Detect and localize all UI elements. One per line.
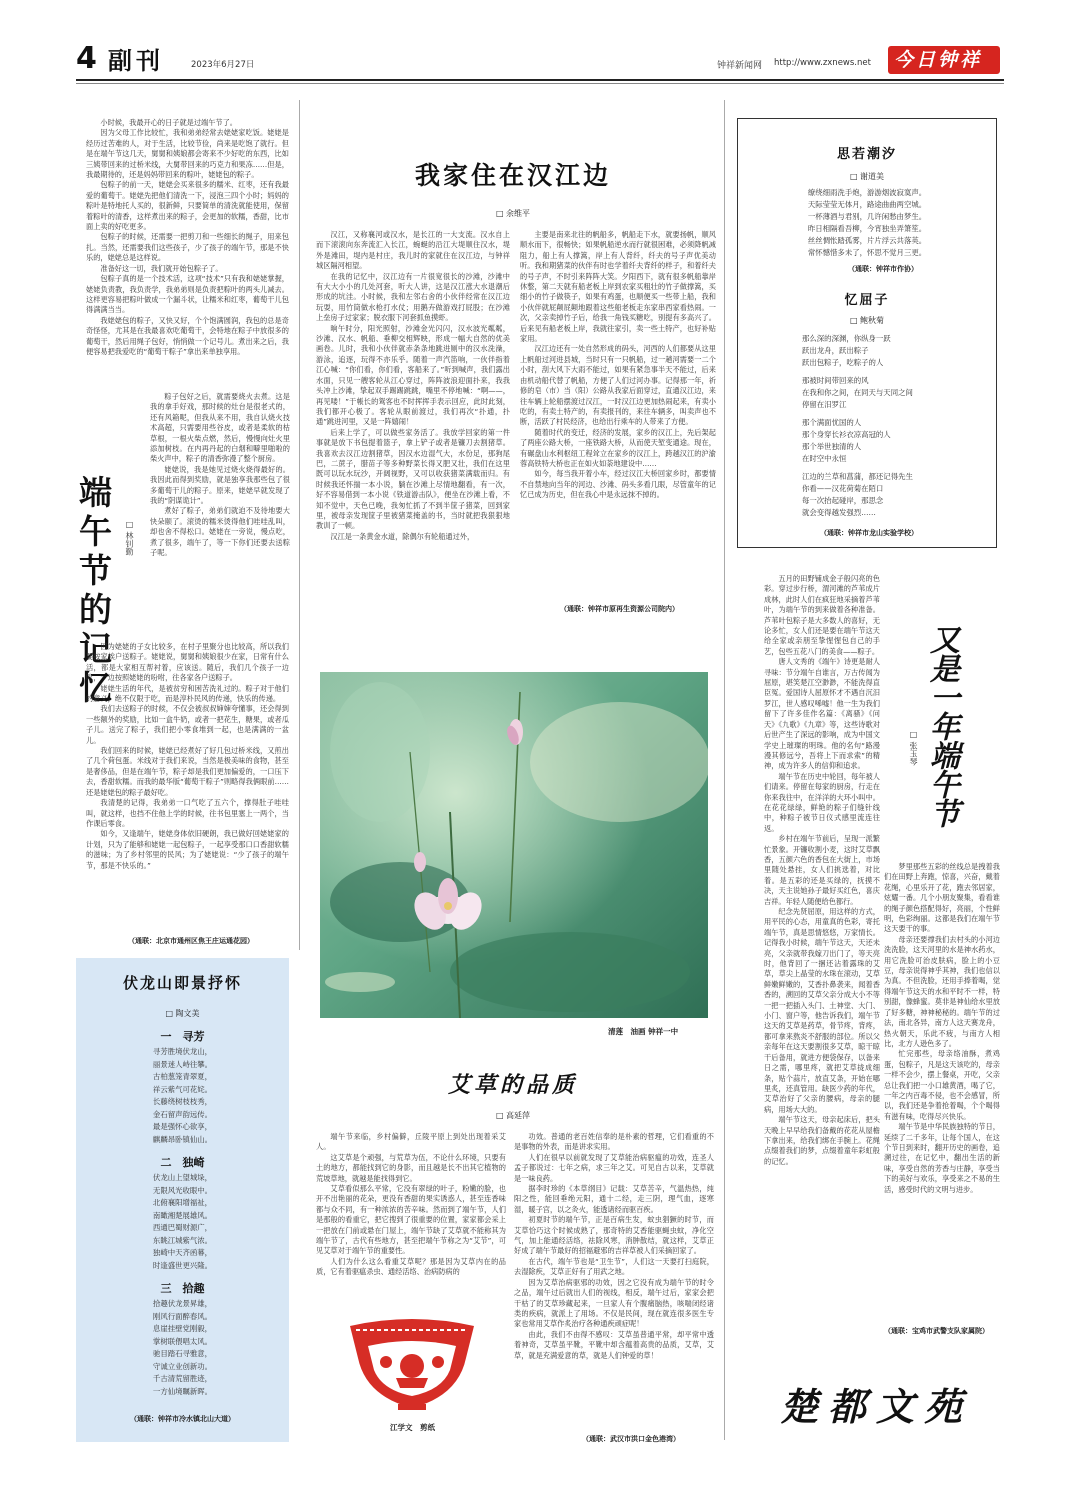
masthead-rule bbox=[76, 79, 1004, 81]
poem-stanza: 那么深的深渊，你纵身一跃 跃出龙舟，跃出粽子 跃出包粽子，吃粽子的人 bbox=[802, 334, 891, 367]
article-title: 艾草的品质 bbox=[447, 1072, 578, 1098]
article-body: 粽子包好之后，就需要烧火去煮。这是我的拿手好戏，那时候的灶台是很老式的，还有风箱呢，但我从来不用，我自认烧火技术高超，只需要用些谷皮，或者是柔软的枯草根，一根火柴点燃，然后，慢慢向灶火里添加树枝。在内再丹起的白烟和噼里啪啦的柴火声中，粽子的清香弥漫了整个厨房。 姥姥说，我是她见过烧火烧得最好的。我因此而得到奖励，就是独享我那些包了很多葡萄干儿的粽子。原来，姥姥早就发现了我的“阴谋诡计”。 煮好了粽子，弟弟们就迫不及待地要大快朵颐了。滚烫的糯米烫得他们哇哇乱叫，却也舍不得松口。姥姥在一旁说，慢点吃，煮了很多，端午了，等一下你们还要去送粽子呢。 bbox=[150, 392, 290, 558]
article-body: 因为姥姥的子女比较多，在村子里聚分也比较高，所以我们要按家挨户送粽子。姥姥说，舅舅和姨娘很少在家，日常有什么活，都是大家相互帮衬着，应该送。随后，我们几个孩子一边吃，一边按照姥姥的吩咐，往各家各户送粽子。 姥姥生活的年代，是被贫穷和困苦洗礼过的。粽子对于他们的意义，绝不仅限于吃，而是淳朴民风的传递，快乐的传递。 我们去送粽子的时候，不仅会被叔叔婶婶夸懂事，还会得到一些额外的奖励，比如一盒牛奶，或者一把花生，糖果，或者瓜子儿。送完了粽子，我们把小零食堆到一起，也是满满的一盆儿。 我们回来的时候，姥姥已经煮好了好几包过桥米线，又煎出了几个荷包蛋。米线对于我们来说，当然是极美味的食物，甚至是奢侈品，但是在端午节，粽子却是我们更加偏爱的，一口压下去，香甜软糯。而我的最华版“葡萄干粽子”则略得我俩眼前……还是姥姥包的粽子最好吃。 我清楚的记得，我弟弟一口气吃了五六个，撑得肚子哇哇叫，就这样，也挡不住他上学的时候，往书包里塞上一两个，当作课后零食。 如今，又逢端午，姥姥身体依旧硬朗，我已做好回姥姥家的计划，只为了能够和姥姥一起包粽子，一起享受那口口香甜软糯的滋味；为了乡村邻里的民风；为了姥姥说：“少了孩子的端午节，那是不快乐的。” bbox=[86, 642, 289, 870]
poem-stanza: 那被时间带回来的风 在我和你之间，在同天与天同之间 停留在汨罗江 bbox=[802, 376, 913, 409]
painting-caption: 清莲 油画 钟祥一中 bbox=[608, 1027, 679, 1036]
article-credit: （通联：钟祥市原再生资源公司院内） bbox=[560, 605, 679, 613]
poem-stanza: 缭绕细雨洗手炮，游游烟波寂寞声。 天际莹莹无体月，路途曲曲两空城。 一杯薄酒与君别，几许闲愁由梦生。 昨日相隔看吾柳，今宵独坐弄箫笙。 丝丝惆怅踏孤雾，片片浮云共落英。 常怀憾惜多未了，怀思不觉月三更。 bbox=[807, 188, 927, 257]
article-body: 功效。普通的老百姓信奉的是朴素的哲理，它们看重的不是事物的外表，而是讲求实用。 人们在很早以前就发现了艾草能治病驱瘟的功效，连圣人孟子都说过：七年之病，求三年之艾。可见自古以来，艾草就是一味良药。 据李时珍的《本草纲目》记载：艾草苦辛，气温热热，纯阳之性，能回垂绝元阳，通十二经，走三阴，理气血，逐寒湿，暖子宫，以之灸火，能透诸经而驱百疾。 初夏时节的端午节，正是百病生发，蚊虫猖獗的时节，而艾草恰巧这个时候成熟了，那奇特的艾香能驱蝇虫蚊，净化空气，加上能通经活络，祛除风寒，消肿散结，就这样，艾草正好成了端午节最好的招福避邪的吉祥草被人们采摘回家了。 在古代，端午节也是“卫生节”，人们这一天要打扫庭院，去湿除疾，艾草正好有了用武之地。 因为艾草治病驱邪的功效，因之它没有成为端午节的时令之品，端午过后就出人们的视线，相反，端午过后，家家会把干枯了的艾草珍藏起来，一旦家人有个腹痛脑热，咳喘闭经诸类的疾病，就派上了用场。不仅是民间，现在就连很多医生专家也常用艾草作炙治疗各种通疾顽症呢！ 由此，我们不由得不感叹：艾草虽普通平常，却平常中透着神奇，艾草虽平靴，平靴中却含蕴着高贵的品质，艾草，艾草，就是充满爱意的草，就是人们钟爱的草！ bbox=[514, 1132, 714, 1360]
section-logo: 楚都文苑 bbox=[780, 1384, 973, 1429]
article-body: 主要是南来北往的帆船多，帆船走下水，就要扬帆，顺风顺水而下，很畅快；如果帆船逆水而行就很困难，必须降帆减阻力，船上有人撑篙，岸上有人背纤，纤夫的号子声优美动听。我和期猪菜的伙伴有时也学着纤夫背纤的样子，和着纤夫的号子声，不时引来阵阵大笑。夕阳西下，就有很多帆船靠岸休整，第二天就有船老板上岸到农家买粗壮的竹子做撑篙，买细小的竹子做筷子，如果有鸡蛋，也顺便买一些带上船，我和小伙伴就屁颠屁颠地跟着这些船老板走东家串西家看热闹。一次，父亲卖掉竹子后，给我一角钱买糖吃，别提有多高兴了。后来见有船老板上岸，我就往家引，卖一些土特产，也好补贴家用。 汉江边还有一处自然形成的码头，河西的人们都要从这里上帆船过河进县城，当时只有一只帆船，过一趟河需要一二个小时，刮大风下大雨不能过，如果有紧急事半天不能过，后来由机动船代替了帆船，方便了人们过河办事。记得那一年，祈修的皂（市）当（阳）公路从我家后面穿过，直通汉江边，来往车辆上轮船摆渡过汉江，一时汉江边更加热闹起来，有卖小吃的，有卖土特产的，有卖报刊的，来往车辆多，叫卖声也不断，活跃了村民经济，也给出行乘车的人带来了方便。 随着时代的变迁，经济的发展，家乡的汉江上，先后架起了两座公路大桥，一座铁路大桥，从而使天堑变通途。现在，有碾盘山水利枢纽工程耸立在家乡的汉江上，跨越汉江的沪渝蓉高铁特大桥也正在如火如荼地建设中…… 如今，每当我开着小车，经过汉江大桥回家乡时，都要情不自禁地向当年的河边、沙滩、码头多看几眼，尽管童年的记忆已成为历史，但在我心中是永远抹不掉的。 bbox=[520, 230, 716, 500]
article-author: □ 高延萍 bbox=[495, 1111, 531, 1120]
article-author: □ 张玉琴 bbox=[909, 730, 918, 766]
papercut-image bbox=[346, 1316, 478, 1412]
article-credit: （通联：武汉市洪口金色港湾） bbox=[582, 1435, 680, 1443]
poem-box bbox=[737, 118, 997, 548]
poem-title: 忆屈子 bbox=[844, 293, 890, 308]
poem-credit: （通联：钟祥市作协） bbox=[848, 265, 918, 273]
article-credit: （通联：北京市通州区焦王庄运通花园） bbox=[128, 937, 254, 945]
issue-date: 2023年6月27日 bbox=[191, 60, 255, 70]
article-title: 端午节的记忆 bbox=[74, 475, 113, 709]
site-url[interactable]: http://www.zxnews.net bbox=[774, 58, 871, 68]
poem-box bbox=[76, 958, 289, 1442]
article-body: 端午节来临，乡村偏僻，丘陵平原上到处出现着采艾人。 这艾草是个顽强，与荒草为伍，不论什么环境，只要有土的地方，都能找到它的身影，而且越是长不出其它植物的荒坡草地，就越是能找得到它。 艾草看似那么平常，它没有翠绿的叶子，粉嫩的脸，也开不出艳丽的花朵，更没有香甜的果实诱惑人，甚至连香味都与众不同，有一种浓浓的苦辛味。然而到了端午节，人们是那般的看重它，把它搜到了很重要的位置，家家都会采上一把放在门前或悬在门屋上，端午节缺了艾草就不能称其为端午节了，古代有些地方，甚至把端午节称之为“艾节”，可见艾草对于端午节的重要性。 人们为什么这么看重艾草呢？那是因为艾草内在的品质，它有着驱瘟杀虫、通经活络、治病防病的 bbox=[316, 1132, 506, 1277]
poem-title: 伏龙山即景抒怀 bbox=[122, 974, 242, 992]
article-title: 我家住在汉江边 bbox=[414, 161, 611, 190]
papercut-art bbox=[346, 1316, 478, 1412]
article-body: 五月的田野铺成金子般闪亮的色彩。穿过步行桥，渭河滩的芦苇成片成林，此时人们在疯狂地采摘着芦苇叶，为端午节的到来做着各种准备。芦苇叶包粽子是大多数人的喜好，无论多忙，女人们还是要在端午节这天给全家或亲朋至挚惺惺包自己的手艺，包些五花八门的美食——粽子。 唐人文秀的《端午》诗更是耐人寻味：节分端午自谁言，万古传闻为屈原，堪笑楚江空渺渺，不能洗得直臣冤。爱国诗人屈原怀才不遇自沉汨罗江，世人感叹唏嘘！他一生为我们留下了许多佳作名篇：《离骚》《问天》《九歌》《九章》等，这些诗歌对后世产生了深远的影响，成为中国文学史上璀璨的明珠。他的名句“路漫漫其修远兮，吾将上下而求索”的精神，成为许多人的信仰和追求。 端午节在历史中轮回，每年被人们请来。停留在每家的厨房，行走在你来我往中，在洋洋的大环小叫中。在花花绿绿，鲜艳的粽子们缝针线中，种粽子被节日仪式感里流连往返。 乡村在端午节前后，呈现一派繁忙景象。开镰收割小麦，这时艾草飘香，五颜六色的香包在大街上，市场里随处悬挂，女人们挑选着，对比着。是五彩的还是买绿的，抚摸不决，天主说她孙子最好买红色，喜庆吉祥。年轻人随便给色都行。 纪念先贤屈原，用这样的方式，用平民的心态，用童真的色彩，寄托端午节，真是思情悠悠，万家情长。记得我小时候，端午节这天，天还未亮，父亲就带我嫁刀出门了，等天亮时，他背回了一捆还沾着露珠的艾草，草尖上晶莹的水珠在滚动，艾草鲜嫩鲜嫩的，艾香扑鼻袭来，闻着香香的，溯回的艾草父亲分成大小不等一把一把插入头门、土神堂、大门、小门、窗户等，他告诉我们，端午节这天的艾草是药草，骨节疼，背疼，都可拿来熬炎不舒服的部位。所以父亲每年在这天要割很多艾草，晾干晾干后备用，就进方便袋保存，以备来日之需，哪里疼，就把艾草拢成细条，贴个蒜片，放直艾条，开始在哪里炙，还真管用。缺医少药的年代，艾草治好了父亲的腰病，母亲的腿病，用场大大的。 端午节这天，母亲起床后，把头天晚上早早给我们备戴的花花从屋檐下拿出来，给我们绑在手腕上。花绳点缀着我们的梦，点缀着童年彩虹般的记忆。 bbox=[764, 574, 880, 1166]
poem-title: 思若潮汐 bbox=[836, 147, 897, 162]
article-body: 汉江，又称襄河或汉水，是长江的一大支流。汉水自上而下滚滚向东奔流汇入长江，蜿蜒的沿江大堤顺住汉水，堤外是滩田，堤内是村庄，我儿时的家就住在汉江边，与钟祥城区隔河相望。 在我的记忆中，汉江边有一片很宽很长的沙滩，沙滩中有大大小小的几处河套，听大人讲，这是汉江涨大水退潮后形成的坑洼。小时候，我和左邻右舍的小伙伴经常在汉江边玩耍，用竹筒做水枪打水仗；用鹅卉做游戏打屁股；在沙滩上垒房子过家家；脱衣服下河套抓鱼摸虾。 晌午时分，阳光照射，沙滩金光闪闪，汉水波光粼粼，沙滩、汉水、帆船、垂柳交相辉映，形成一幅大自然的优美画卷。儿时，我和小伙伴就赤条条地跳进厕中的汉水洗澡，游泳，追逐，玩得不亦乐乎。随着一声汽笛响，一伙伴指着江心喊：“你们看，你们看，客船来了。”听到喊声，我们露出水面，只见一艘客轮从江心穿过，阵阵波浪迎面扑来，我我头冲上沙滩，挚起双手踢踢跳跳，嘴里不停地喊：“啊——，再见喽！”于帳长的鸳客也不时挥挥手表示回应，此时此刻，我们都开心极了。客轮从眼前渡过，我们再次“扑通，扑通”跳进河里，又是一阵嬉闹！ 后来上学了，可以做些家务活了。我放学回家的第一件事就是放下书包提着篮子，拿上铲子或者是镰刀去割猪草。我喜欢去汉江边割猪草，因汉水边湿气大，水份足，那狗尾巴，二蔗子，腊苗子等多种野菜长得又肥又壮，我们在这里既可以玩水玩沙，开阔视野，又可以收获猪菜满载而归。有时候我还怀揣一本小说，躺在沙滩上尽情地翻看，有一次，好不容易借到一本小说《铁道游击队》，便坐在沙滩上看，不知不觉中，天色已晚，我匆忙抓了不到半筐子猪菜，回到家里，被母亲发现筐子里被猪菜掩盖的书，当时就把我狠狠地教训了一顿。 汉江是一条黄金水道，除偶尔有轮船通过外， bbox=[316, 230, 510, 541]
poem-author: □ 谢道美 bbox=[849, 172, 885, 181]
poem-stanza: 拾趣伏龙景昇雄， 刚风行面醉春风。 息崖挂壁党刚毅， 掌树联偎唱太风。 驰目踏石寻雅意， 守诚立业创新功。 千古清荒留胜迹， 一方仙境瞩新晖。 bbox=[152, 1299, 213, 1396]
article-body: 小时候，我最开心的日子就是过端午节了。 因为父母工作比较忙，我和弟弟经常去姥姥家吃饭。姥姥是经历过苦难的人，对于生活，比较节俭，尚来是吃饱了就行。但是在端午节这几天，舅舅和姨娘都会寄来不少好吃的东西，比如三姨带回来的过桥米线，大舅带回来的巧克力和果冻……但是，我最期待的，还是妈妈带回来的粽叶，姥姥包的粽子。 包粽子的前一天，姥姥会买来很多的糯米、红枣，还有我最爱的葡萄干。姥姥先把他们清洗一下，浸泡三四个小时；妈妈的粽叶是特地托人买的，很新鲜，只要简单的清洗就能使用，保留着粽叶的清香，这样煮出来的粽子，会更加的软糯，香甜，比市面上卖的好吃更多。 包粽子的时候，还需要一把剪刀和一些细长的绳子，用来包扎。当然，还需要我们这些孩子，少了孩子的端午节，那是不快乐的，姥姥总是这样说。 准备好这一切，我们就开始包粽子了。 包粽子真的是一个技术活，这项“技术”只有我和姥姥掌握，姥姥负责教，我负责学，我弟弟则是负责把粽叶的两头儿减去。这样更容易把粽叶做成一个漏斗状，让糯米和红枣，葡萄干儿包得满满当当。 我姥姥包的粽子，又快又好，个个饱满圆润，我包的总是奇奇怪怪，尤其是在我最喜欢吃葡萄干，会特地在粽子中放很多的葡萄干，然后用绳子包好，悄悄做一个记号儿。煮出来之后，我便容易把我爱吃的“葡萄干粽子”拿出来单独享用。 bbox=[86, 118, 289, 356]
lotus-painting-image bbox=[320, 672, 708, 1018]
column-divider bbox=[724, 100, 725, 1440]
article-body: 梦里那些五彩的丝线总是拽着我们在田野上奔跑，惊喜，兴奋，戴着花绳，心里乐开了花，跑去邻居家，炫耀一番。几个小朋友聚集，看看谁的绳子颜色搭配得好，亮丽，个性鲜明，色彩绚丽。这都是我们在端午节这天要干的事。 母亲还要撑我们去村头的小河边洗洗脸，这天河里的水是神水药水，用它洗脸可治皮肤病，脸上的小豆豆，母亲说得神乎其神，我们也信以为真。不但洗脸，还用手捧着喝，觉得端午节这天的水和平时不一样，特别甜，像蜂蜜。莫非是神仙给水里放了好多糖，神神秘秘的。端午节的过法，南北各异，南方人这天赛龙舟，热火朝天，乐此不疲，与南方人相比，北方人逊色多了。 忙完那些，母亲络油酥，煮鸡蛋，包粽子，凡是这天该吃的，母亲一样不会少，摆上餐桌，开吃，父亲总让我们把一小口雄黄酒，喝了它，一年之内百毒不侵，也不会感冒，所以，我们还是争着抢着喝，个个喝得有滋有味，吃得尽兴快乐。 端午节是中华民族独特的节日，延续了二千多年，让每个国人，在这个节日到来时，翻开历史的画卷，追溯过往，在记忆中，翻出生活的新味，享受自然的芳香与庄静，享受当下的美好与欢乐，享受来之不易的生活，感受时代的文明与进步。 bbox=[884, 862, 1000, 1194]
article-credit: （通联：宝鸡市武警支队家属院） bbox=[884, 1327, 989, 1335]
poem-stanza: 江边的兰草和菖蒲，都还记得先生 你看——汉花荷菊在陌口 每一次抬起碰岸，那思念 就会变得越发强烈…… bbox=[802, 472, 913, 517]
papercut-caption: 江学文 剪纸 bbox=[390, 1423, 435, 1432]
poem-section-heading: 一 寻芳 bbox=[160, 1030, 205, 1043]
poem-section-heading: 三 拾趣 bbox=[160, 1282, 205, 1295]
poem-stanza: 那个满面忧国的人 那个身穿长衫衣凉高冠的人 那个举世独清的人 在时空中永恒 bbox=[802, 418, 891, 463]
poem-author: □ 鲍秋菊 bbox=[849, 316, 885, 325]
lotus-painting bbox=[320, 672, 708, 1018]
poem-stanza: 寻芳胜境伏龙山， 丽景迷人峙往攀。 古柏葱笼青翠夏， 祥云紫气可花姹。 长藤绕树枝枝秀， 金石留声韵远传。 最是强怀心欲享， 麒麟昂卧镇仙山。 bbox=[152, 1047, 213, 1144]
article-title: 又是一年端午节 bbox=[924, 624, 959, 827]
column-divider bbox=[299, 100, 300, 950]
poem-credit: （通联：钟祥市龙山实验学校） bbox=[820, 529, 918, 537]
site-name: 钟祥新闻网 bbox=[717, 61, 763, 71]
newspaper-logo bbox=[888, 46, 1000, 74]
poem-stanza: 伏龙山上望城垛， 无限风光收眼中。 北俯襄阳增福祉， 南瞰湘楚展雄风。 西通巴蜀财源广， 东眺江城紫气浓。 独崎中天齐函幕， 时逢盛世更兴隆。 bbox=[152, 1173, 213, 1270]
page-number: 4 bbox=[76, 41, 97, 76]
newspaper-logo-text: 今日钟祥 bbox=[894, 49, 983, 71]
poem-author: □ 陶文美 bbox=[165, 1009, 200, 1018]
article-author: □ 余维平 bbox=[495, 209, 531, 218]
masthead-rule-thin bbox=[76, 83, 1004, 84]
section-name: 副刊 bbox=[108, 46, 164, 75]
poem-section-heading: 二 独崎 bbox=[160, 1156, 205, 1169]
article-author: □ 林钊勤 bbox=[125, 520, 134, 556]
poem-credit: （通联：钟祥市冷水镇北山大道） bbox=[130, 1415, 235, 1423]
